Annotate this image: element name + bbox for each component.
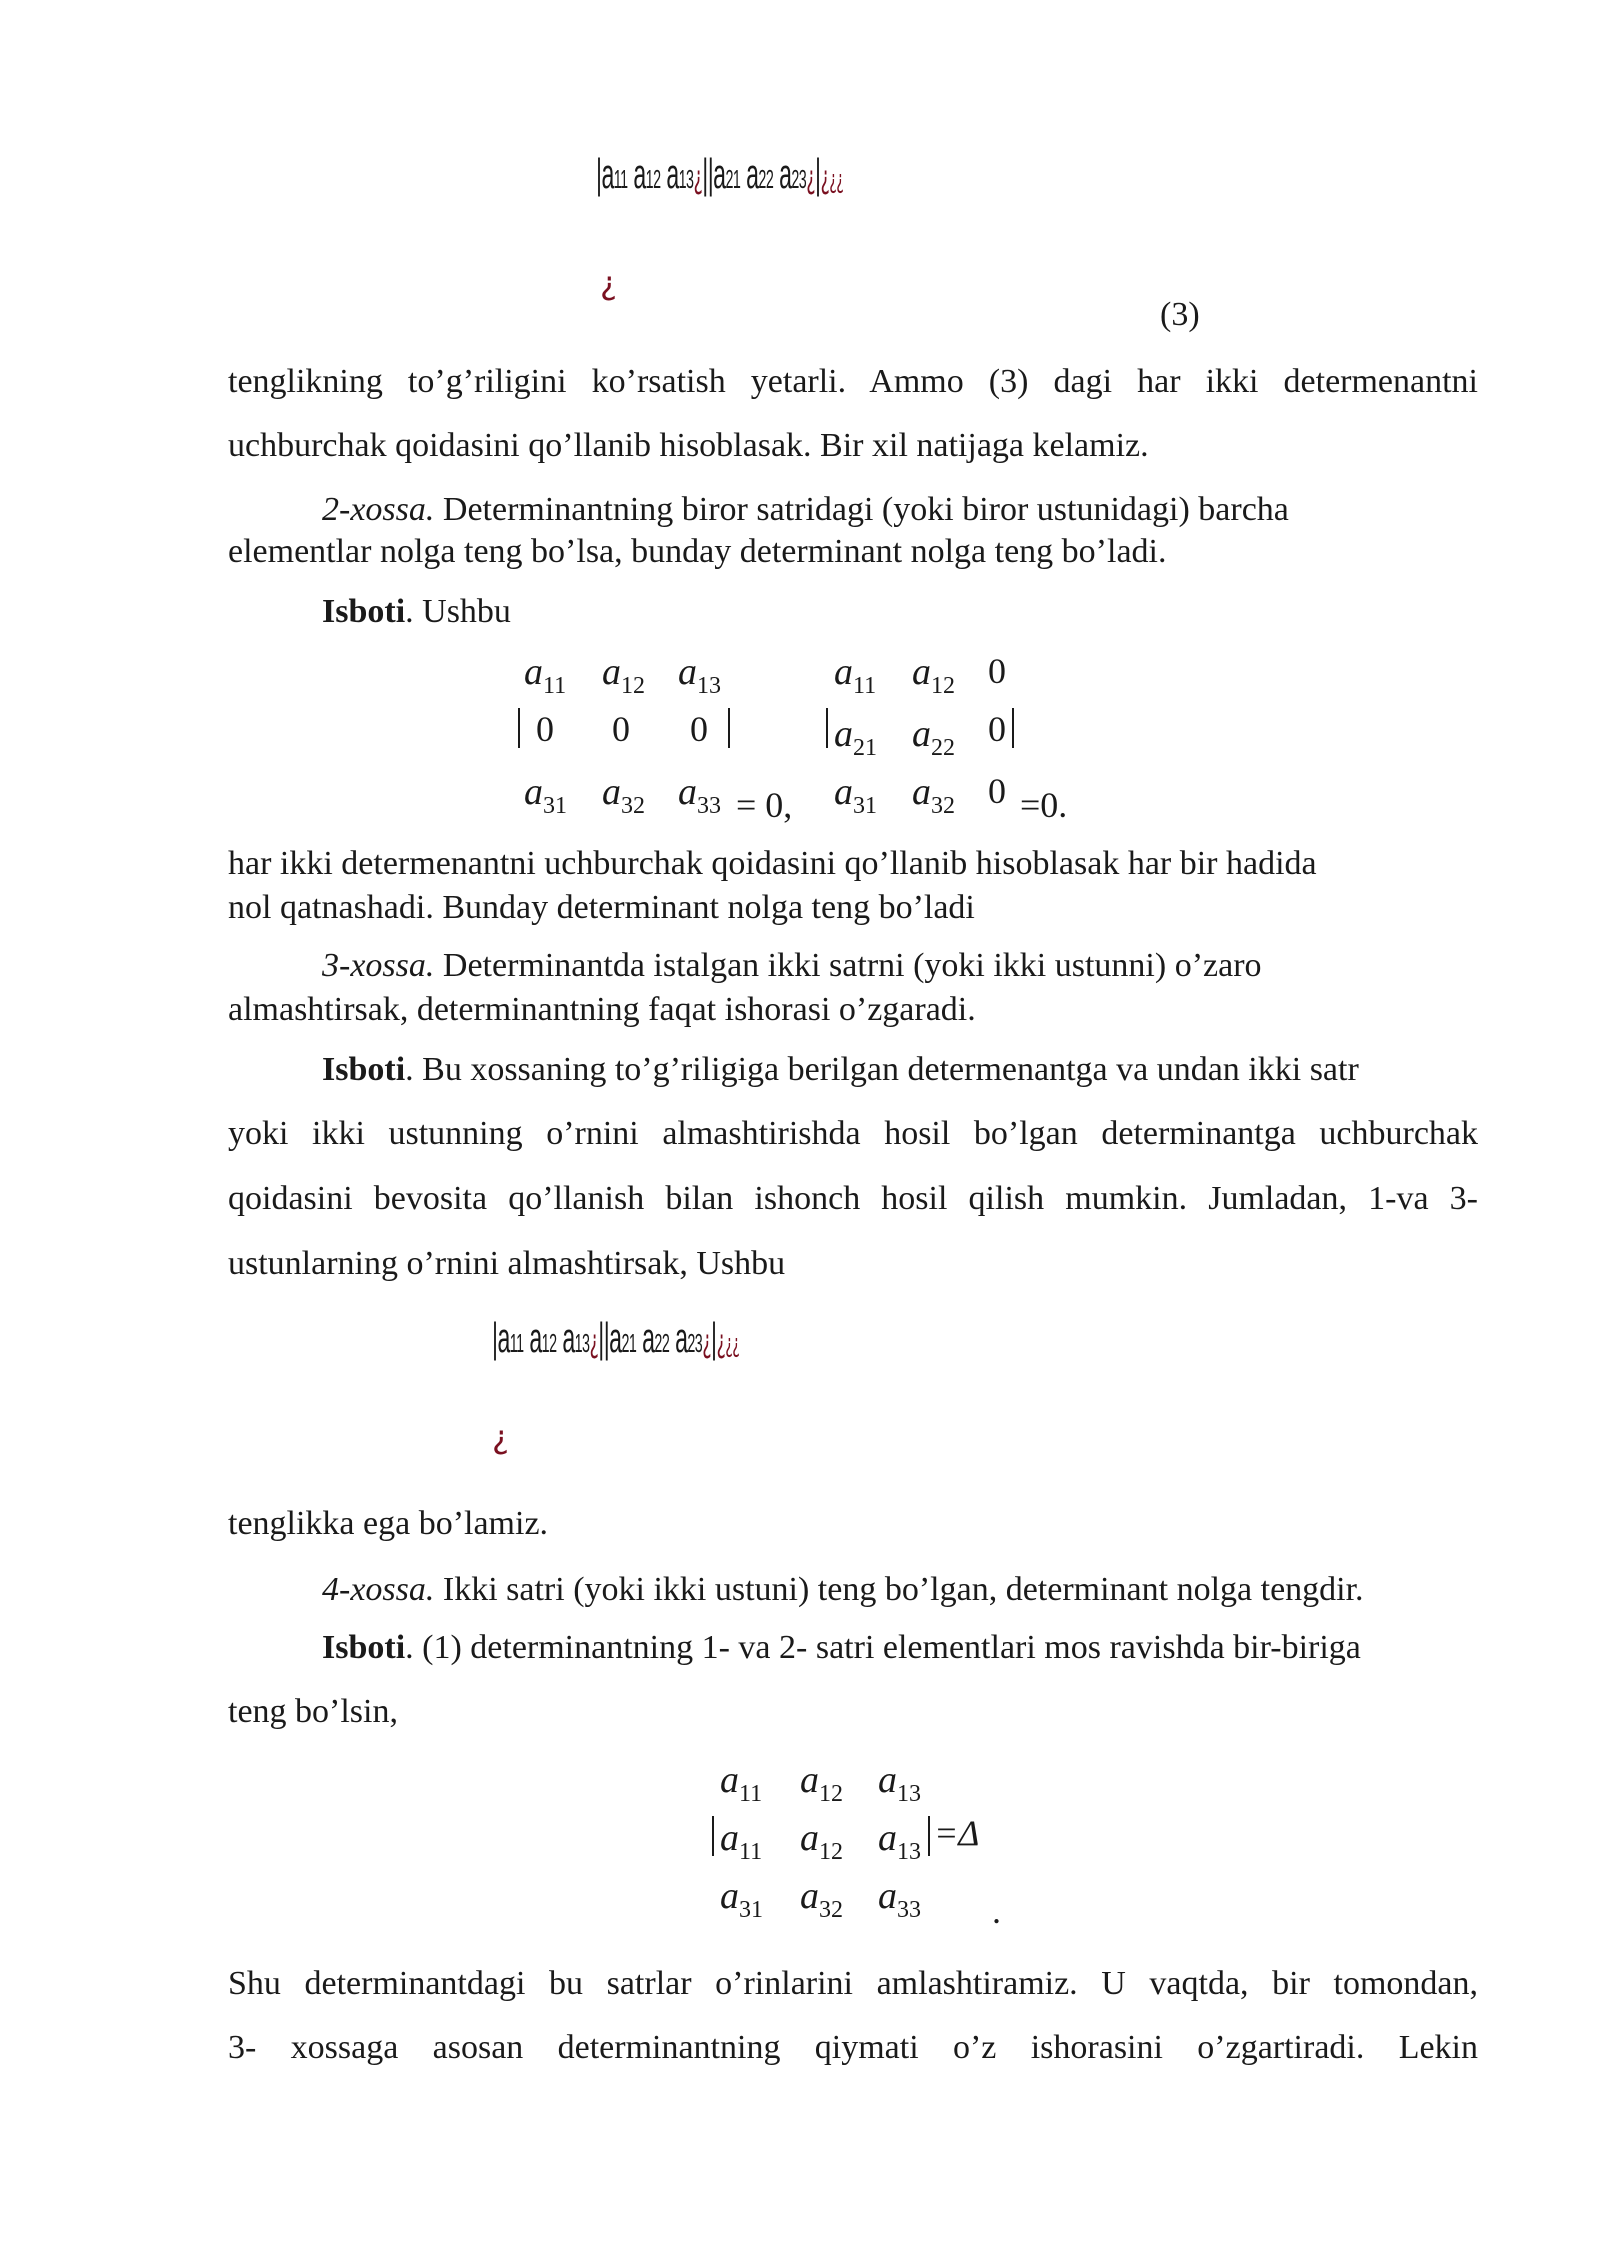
formula-3-line2: ¿ <box>600 264 617 302</box>
delta-label: =Δ <box>934 1813 980 1853</box>
formula-swap-glyphs: |a11 a12 a13¿||a21 a22 a23¿|¿¿¿ <box>492 1314 740 1361</box>
para4-line1: Shu determinantdagi bu satrlar o’rinlarini amlashtiramiz. U vaqtda, bir tomondan, <box>228 1965 1478 2002</box>
det1-right-bar <box>728 708 730 748</box>
prop4-heading-line: 4-xossa. Ikki satri (yoki ikki ustuni) teng bo’lgan, determinant nolga tengdir. <box>322 1571 1364 1608</box>
prop3-heading-line: 3-xossa. Determinantda istalgan ikki satrni (yoki ikki ustunni) o’zaro <box>322 947 1262 984</box>
prop3-line2: almashtirsak, determinantning faqat ishorasi o’zgaradi. <box>228 991 976 1028</box>
det1-left-bar <box>518 708 520 748</box>
prop2-proof: Isboti. Ushbu <box>322 593 511 630</box>
para3-line1: tenglikka ega bo’lamiz. <box>228 1505 549 1542</box>
proof-label: Isboti <box>322 1629 406 1666</box>
det3-right-bar <box>928 1816 930 1856</box>
prop2-heading-line <box>322 488 1289 532</box>
para1-line1: tenglikning to’g’riligini ko’rsatish yetarli. Ammo (3) dagi har ikki determenantni <box>228 363 1478 400</box>
formula-swap <box>492 1314 912 1424</box>
prop2-line2: elementlar nolga teng bo’lsa, bunday determinant nolga teng bo’ladi. <box>228 533 1167 570</box>
prop3-proof-line2: yoki ikki ustunning o’rnini almashtirishda hosil bo’lgan determinantga uchburchak <box>228 1115 1478 1152</box>
proof-label: Isboti <box>322 593 406 630</box>
prop2-label: 2-xossa. <box>322 491 435 528</box>
det2-right-bar <box>1012 708 1014 748</box>
formula-swap-line2: ¿ <box>492 1418 509 1456</box>
prop3-proof-line4: ustunlarning o’rnini almashtirsak, Ushbu <box>228 1245 786 1282</box>
prop4-proof-line2: teng bo’lsin, <box>228 1693 398 1730</box>
prop2-text: Determinantning biror satridagi (yoki biror ustunidagi) barcha <box>434 491 1289 528</box>
para4-line2: 3- xossaga asosan determinantning qiymati o’z ishorasini o’zgartiradi. Lekin <box>228 2029 1478 2066</box>
equation-number: (3) <box>1160 296 1200 333</box>
para1-line2: uchburchak qoidasini qo’llanib hisoblasak. Bir xil natijaga kelamiz. <box>228 427 1149 464</box>
det3-left-bar <box>712 1816 714 1856</box>
trailing-dot: . <box>992 1891 1001 1931</box>
prop4-label: 4-xossa. <box>322 1571 435 1608</box>
prop4-proof-line1: Isboti. (1) determinantning 1- va 2- satri elementlari mos ravishda bir-biriga <box>322 1629 1361 1666</box>
prop3-label: 3-xossa. <box>322 947 435 984</box>
formula-3-glyphs: |a11 a12 a13¿||a21 a22 a23¿|¿¿¿ <box>596 150 844 197</box>
proof-label: Isboti <box>322 1051 406 1088</box>
prop3-proof-line3: qoidasini bevosita qo’llanish bilan ishonch hosil qilish mumkin. Jumladan, 1-va 3- <box>228 1180 1478 1217</box>
det2-left-bar <box>826 708 828 748</box>
prop3-proof-line1: Isboti. Bu xossaning to’g’riligiga berilgan determenantga va undan ikki satr <box>322 1051 1359 1088</box>
para2-line1: har ikki determenantni uchburchak qoidasini qo’llanib hisoblasak har bir hadida <box>228 845 1317 882</box>
formula-3 <box>596 150 1016 260</box>
para2-line2: nol qatnashadi. Bunday determinant nolga teng bo’ladi <box>228 889 975 926</box>
